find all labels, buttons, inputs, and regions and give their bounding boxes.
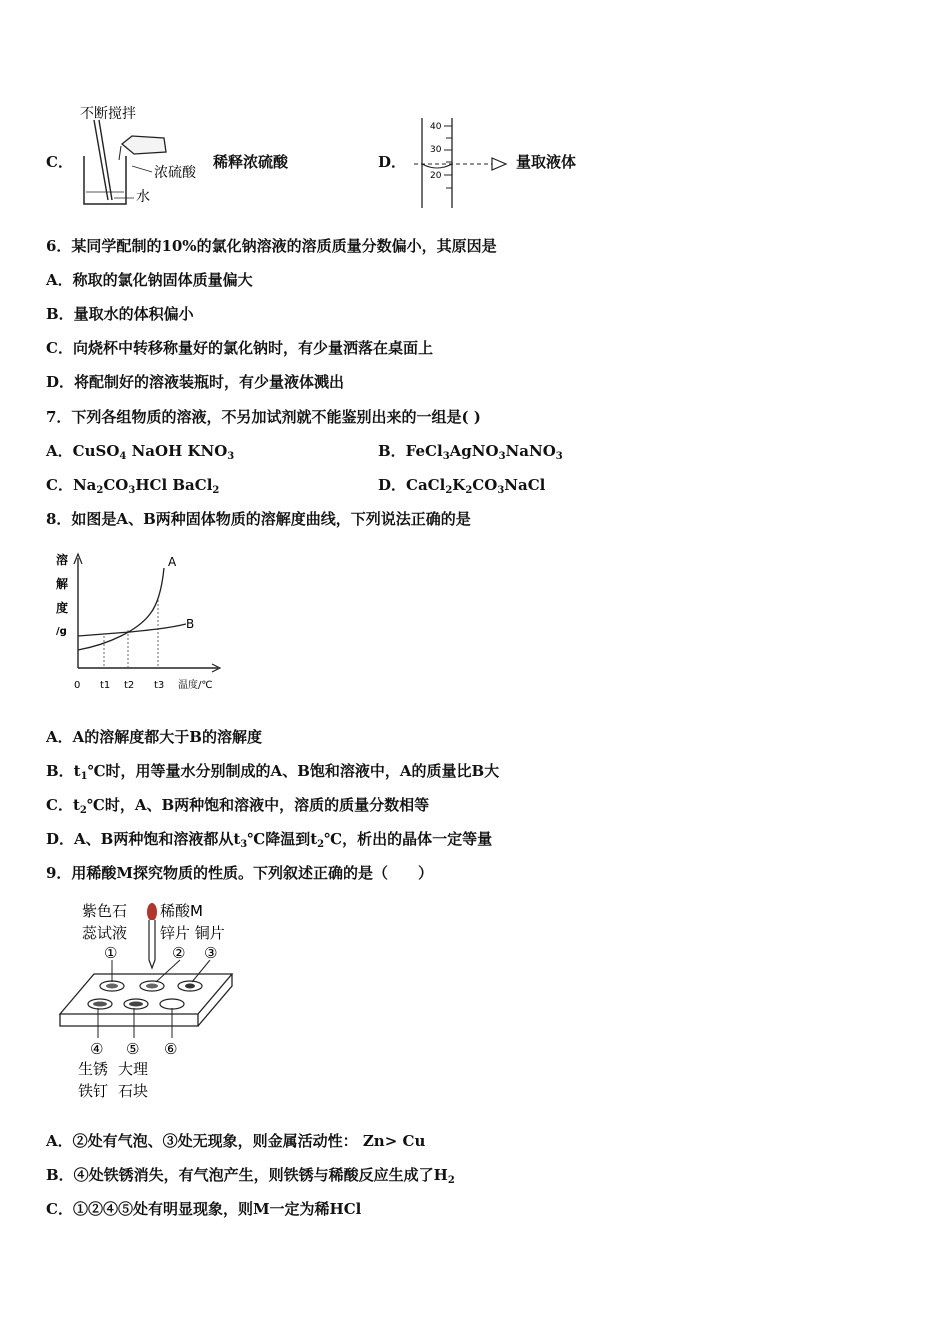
xlabel: 温度/℃ (178, 680, 213, 691)
fig-label-conc-acid: 浓硫酸 (154, 165, 196, 181)
ylabel-char-3: 度 (56, 601, 69, 615)
q9-stem: 9．用稀酸M探究物质的性质。下列叙述正确的是（ ） (46, 864, 434, 882)
origin-label: 0 (74, 680, 81, 691)
q6-option-a: A．称取的氯化钠固体质量偏大 (46, 271, 253, 289)
q7-option-b: B．FeCl$_3$AgNO$_3$NaNO$_3$ (378, 442, 563, 462)
label-rusty-2: 铁钉 (78, 1082, 109, 1100)
q5-option-d-letter: D． (378, 153, 407, 171)
fig-label-water: 水 (136, 189, 150, 205)
q7-option-d: D．$CaCl_2K_2CO_3NaCl$ (378, 476, 546, 496)
num-2: ② (172, 944, 186, 962)
reagent-bottle-icon (122, 136, 166, 154)
label-zinc-copper: 锌片 铜片 (160, 924, 225, 942)
num-1: ① (104, 944, 118, 962)
ylabel-char-1: 溶 (56, 553, 69, 567)
q8-option-b: B．$t_1℃$时，用等量水分别制成的A、B饱和溶液中，A的质量比B大 (46, 762, 500, 782)
ylabel-char-4: /g (56, 626, 67, 637)
ylabel-char-2: 解 (56, 577, 69, 591)
q5-option-d-caption: 量取液体 (516, 153, 577, 171)
eye-icon (492, 158, 506, 170)
q8-stem: 8．如图是A、B两种固体物质的溶解度曲线，下列说法正确的是 (46, 510, 471, 528)
q9-option-a: A．②处有气泡、③处无现象，则金属活动性： Zn> Cu (46, 1132, 426, 1150)
curve-a (78, 568, 164, 650)
label-litmus-1: 紫色石 (82, 902, 128, 920)
label-rusty-1: 生锈 (78, 1060, 109, 1078)
q9-option-c: C．①②④⑤处有明显现象，则M一定为稀HCl (46, 1200, 362, 1218)
dropper-bulb-icon (147, 903, 157, 921)
curve-a-label: A (168, 555, 177, 569)
plate-top (60, 974, 232, 1014)
q6-stem: 6．某同学配制的10%的氯化钠溶液的溶质质量分数偏小，其原因是 (46, 237, 497, 255)
cylinder-tick-40: 40 (430, 122, 442, 132)
q6-option-b: B．量取水的体积偏小 (46, 305, 194, 323)
measure-liquid-figure (414, 114, 514, 210)
dropper-icon (149, 920, 155, 968)
q6-option-c: C．向烧杯中转移称量好的氯化钠时，有少量洒落在桌面上 (46, 339, 433, 357)
num-5: ⑤ (126, 1040, 140, 1058)
q5-option-c-letter: C． (46, 153, 73, 171)
well-6 (160, 999, 184, 1009)
num-3: ③ (204, 944, 218, 962)
label-litmus-2: 蕊试液 (82, 924, 128, 942)
curve-b-label: B (186, 617, 195, 631)
q9-option-b: B．④处铁锈消失，有气泡产生，则铁锈与稀酸反应生成了$H_2$ (46, 1166, 455, 1186)
num-6: ⑥ (164, 1040, 178, 1058)
num-4: ④ (90, 1040, 104, 1058)
cylinder-tick-20: 20 (430, 171, 442, 181)
label-acid: 稀酸M (160, 902, 203, 920)
cylinder-tick-30: 30 (430, 145, 442, 155)
q7-option-a: A．CuSO$_4$ NaOH $KNO_3$ (46, 442, 235, 462)
tick-t1: t1 (100, 680, 111, 691)
q8-option-a: A．A的溶解度都大于B的溶解度 (46, 728, 262, 746)
label-marble-2: 石块 (118, 1082, 149, 1100)
well-plate-figure (54, 896, 254, 1102)
q8-option-d: D．A、B两种饱和溶液都从$t_3℃$降温到$t_2℃$，析出的晶体一定等量 (46, 830, 493, 850)
q8-option-c: C．$t_2℃$时，A、B两种饱和溶液中，溶质的质量分数相等 (46, 796, 430, 816)
q5-option-c-caption: 稀释浓硫酸 (213, 153, 289, 171)
label-marble-1: 大理 (118, 1060, 149, 1078)
q7-stem: 7．下列各组物质的溶液，不另加试剂就不能鉴别出来的一组是( ) (46, 408, 481, 426)
q7-option-c: C．$Na_2CO_3HCl$ BaCl$_2$ (46, 476, 220, 496)
fig-label-stir: 不断搅拌 (80, 106, 136, 122)
tick-t3: t3 (154, 680, 165, 691)
solubility-curve-graph (50, 548, 230, 698)
tick-t2: t2 (124, 680, 135, 691)
dilute-sulfuric-acid-figure (74, 100, 214, 212)
q6-option-d: D．将配制好的溶液装瓶时，有少量液体溅出 (46, 373, 345, 391)
